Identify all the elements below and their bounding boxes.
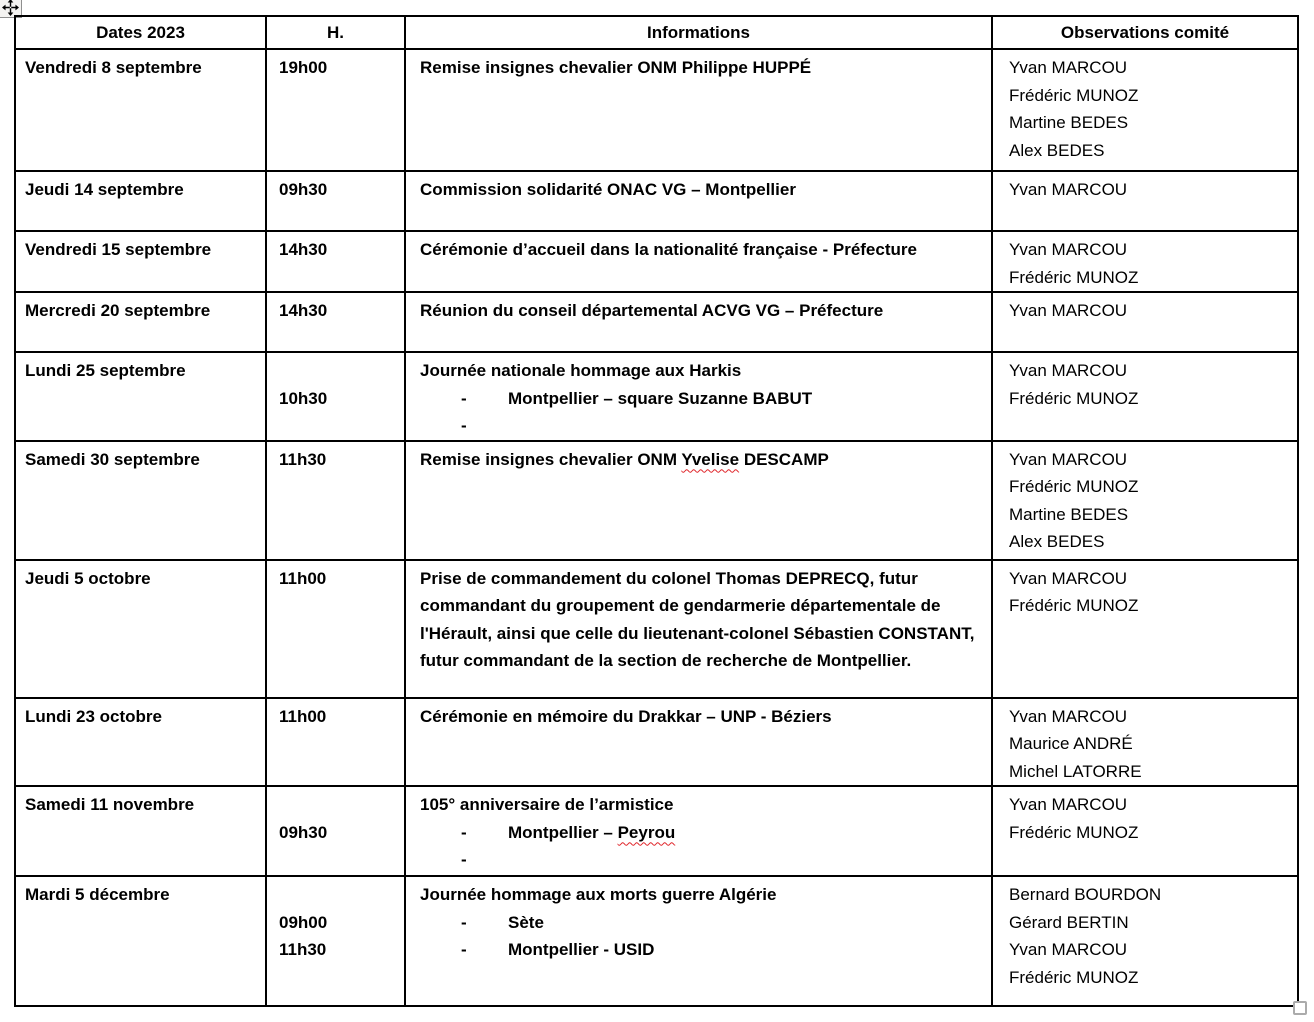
date-text: Lundi 25 septembre — [25, 361, 186, 380]
info-text — [420, 707, 832, 726]
table-row — [15, 352, 1298, 441]
info-text — [420, 180, 796, 199]
info-text — [420, 58, 811, 77]
observer-name: Frédéric MUNOZ — [1009, 596, 1139, 615]
observer-name: Yvan MARCOU — [1009, 301, 1128, 320]
time-cell — [266, 786, 405, 876]
time-text — [279, 357, 400, 385]
text-segment: Montpellier – square Suzanne BABUT — [508, 388, 813, 408]
table-row — [15, 171, 1298, 231]
time-text: 11h00 — [279, 706, 327, 726]
info-cell — [405, 698, 992, 787]
info-cell — [405, 441, 992, 560]
info-text — [508, 385, 812, 413]
date-text: Samedi 30 septembre — [25, 449, 200, 469]
info-cell — [405, 231, 992, 292]
info-bullet-line — [420, 385, 981, 413]
bullet-dash: - — [461, 912, 467, 932]
time-text: 09h00 — [279, 912, 328, 932]
info-text-line — [420, 703, 981, 731]
info-text — [420, 301, 883, 320]
observations-cell — [992, 231, 1298, 292]
time-text: 14h30 — [279, 240, 328, 259]
date-text: Jeudi 14 septembre — [25, 180, 184, 199]
move-arrows-icon — [2, 0, 19, 16]
schedule-table-body — [15, 49, 1298, 1006]
text-segment: Réunion du conseil départemental ACVG VG – Préfecture — [420, 301, 884, 320]
date-cell — [15, 560, 266, 698]
info-text-line — [420, 54, 981, 82]
text-segment: Remise insignes chevalier ONM Philippe HUPPÉ — [420, 58, 812, 77]
observer-name: Frédéric MUNOZ — [1009, 967, 1139, 987]
info-text — [420, 885, 776, 904]
time-cell — [266, 171, 405, 231]
observer-name: Yvan MARCOU — [1009, 58, 1128, 77]
column-header-observations: Observations comité — [992, 16, 1298, 49]
date-cell — [15, 231, 266, 292]
time-text: 19h00 — [279, 58, 328, 77]
info-bullet-line — [420, 819, 981, 847]
schedule-table — [14, 15, 1299, 1007]
info-text — [420, 569, 974, 671]
info-bullet-line — [420, 909, 981, 937]
observer-name: Gérard BERTIN — [1009, 912, 1129, 932]
time-cell — [266, 698, 405, 787]
table-row — [15, 441, 1298, 560]
observer-name: Yvan MARCOU — [1009, 449, 1128, 469]
time-text: 11h30 — [279, 449, 327, 469]
date-text: Mercredi 20 septembre — [25, 301, 211, 320]
info-bullet-line — [420, 846, 981, 874]
text-segment: Cérémonie en mémoire du Drakkar – UNP - Béziers — [420, 706, 832, 726]
misspelled-word: Peyrou — [617, 822, 676, 842]
date-cell — [15, 171, 266, 231]
bullet-dash: - — [461, 416, 467, 435]
observer-name: Yvan MARCOU — [1009, 706, 1128, 726]
date-cell — [15, 49, 266, 171]
info-text — [420, 795, 673, 814]
time-text: 09h30 — [279, 180, 328, 199]
date-text: Vendredi 8 septembre — [25, 58, 202, 77]
observations-cell — [992, 698, 1298, 787]
info-text — [420, 240, 917, 259]
observer-name: Michel LATORRE — [1009, 761, 1142, 781]
observer-name: Alex BEDES — [1009, 532, 1105, 551]
observations-cell — [992, 441, 1298, 560]
observations-cell — [992, 786, 1298, 876]
bullet-dash: - — [461, 822, 467, 842]
observer-name: Yvan MARCOU — [1009, 240, 1128, 259]
table-row — [15, 698, 1298, 787]
date-cell — [15, 876, 266, 1006]
observations-cell — [992, 292, 1298, 352]
bullet-dash: - — [461, 388, 467, 408]
observer-name: Frédéric MUNOZ — [1009, 85, 1139, 105]
observer-name: Frédéric MUNOZ — [1009, 477, 1139, 496]
column-header-informations: Informations — [405, 16, 992, 49]
info-cell — [405, 560, 992, 698]
info-text — [508, 819, 675, 847]
date-text: Jeudi 5 octobre — [25, 568, 151, 588]
observer-name: Bernard BOURDON — [1009, 885, 1162, 904]
date-cell — [15, 352, 266, 441]
observations-cell — [992, 560, 1298, 698]
time-text — [279, 881, 400, 909]
text-segment: Remise insignes chevalier ONM — [420, 449, 682, 469]
date-cell — [15, 698, 266, 787]
table-row — [15, 786, 1298, 876]
date-text: Lundi 23 octobre — [25, 706, 162, 726]
observer-name: Martine BEDES — [1009, 504, 1129, 524]
text-segment: Montpellier - USID — [508, 940, 655, 959]
time-cell — [266, 231, 405, 292]
date-text: Samedi 11 novembre — [25, 795, 195, 814]
time-text: 09h30 — [279, 822, 328, 842]
info-text — [420, 361, 741, 380]
observer-name: Yvan MARCOU — [1009, 361, 1128, 380]
observer-name: Yvan MARCOU — [1009, 180, 1128, 199]
info-text — [508, 909, 544, 937]
info-cell — [405, 876, 992, 1006]
table-row — [15, 49, 1298, 171]
misspelled-word: Yvelise — [681, 449, 740, 469]
observer-name: Yvan MARCOU — [1009, 568, 1128, 588]
time-text: 10h30 — [279, 388, 328, 408]
info-text-line — [420, 176, 981, 204]
info-cell — [405, 292, 992, 352]
observer-name: Frédéric MUNOZ — [1009, 822, 1139, 842]
time-cell — [266, 292, 405, 352]
observer-name: Yvan MARCOU — [1009, 940, 1128, 959]
observer-name: Maurice ANDRÉ — [1009, 734, 1133, 753]
table-row — [15, 560, 1298, 698]
time-text: 11h00 — [279, 568, 327, 588]
text-segment: Commission solidarité ONAC VG – Montpellier — [420, 180, 796, 199]
text-segment: Sète — [508, 912, 544, 932]
time-cell — [266, 560, 405, 698]
info-cell — [405, 49, 992, 171]
info-text-line — [420, 357, 981, 385]
date-cell — [15, 441, 266, 560]
info-text-line — [420, 236, 981, 264]
observations-cell — [992, 49, 1298, 171]
time-cell — [266, 441, 405, 560]
info-text-line — [420, 297, 981, 325]
date-cell — [15, 292, 266, 352]
observations-cell — [992, 876, 1298, 1006]
info-text — [508, 936, 654, 964]
time-text: 14h30 — [279, 301, 328, 320]
observations-cell — [992, 171, 1298, 231]
info-cell — [405, 786, 992, 876]
observer-name: Martine BEDES — [1009, 113, 1129, 132]
column-header-dates: Dates 2023 — [15, 16, 266, 49]
table-row — [15, 231, 1298, 292]
observer-name: Frédéric MUNOZ — [1009, 267, 1139, 287]
observer-name: Yvan MARCOU — [1009, 795, 1128, 814]
text-segment: Cérémonie d’accueil dans la nationalité française - Préfecture — [420, 240, 917, 259]
time-cell — [266, 876, 405, 1006]
bullet-dash: - — [461, 940, 467, 959]
info-text-line — [420, 446, 981, 474]
info-text-line — [420, 565, 981, 675]
text-segment: DESCAMP — [739, 449, 829, 469]
info-text — [420, 450, 829, 469]
text-segment: Prise de commandement du colonel Thomas DEPRECQ, futur commandant du groupement de gendarmerie départementale de l'Hérault, ainsi que celle du lieutenant-colonel Sébastien CONSTANT, futur commandant de la section de recherche de Montpellier. — [420, 568, 975, 670]
header-row — [15, 16, 1298, 49]
info-bullet-line — [420, 412, 981, 440]
date-text: Mardi 5 décembre — [25, 885, 170, 904]
info-bullet-line — [420, 936, 981, 964]
text-segment: 105° anniversaire de l’armistice — [420, 795, 674, 814]
text-segment: Montpellier – — [508, 822, 618, 842]
observer-name: Frédéric MUNOZ — [1009, 388, 1139, 408]
date-text: Vendredi 15 septembre — [25, 240, 212, 259]
info-cell — [405, 352, 992, 441]
table-row — [15, 876, 1298, 1006]
bullet-dash: - — [461, 850, 467, 869]
table-row — [15, 292, 1298, 352]
info-cell — [405, 171, 992, 231]
date-cell — [15, 786, 266, 876]
column-header-hour: H. — [266, 16, 405, 49]
text-segment: Journée nationale hommage aux Harkis — [420, 361, 742, 380]
time-text — [279, 791, 400, 819]
observations-cell — [992, 352, 1298, 441]
time-text: 11h30 — [279, 940, 327, 959]
time-cell — [266, 352, 405, 441]
info-text-line — [420, 791, 981, 819]
time-cell — [266, 49, 405, 171]
table-resize-handle-icon[interactable] — [1293, 1001, 1307, 1015]
info-text-line — [420, 881, 981, 909]
observer-name: Alex BEDES — [1009, 140, 1105, 160]
text-segment: Journée hommage aux morts guerre Algérie — [420, 885, 777, 904]
